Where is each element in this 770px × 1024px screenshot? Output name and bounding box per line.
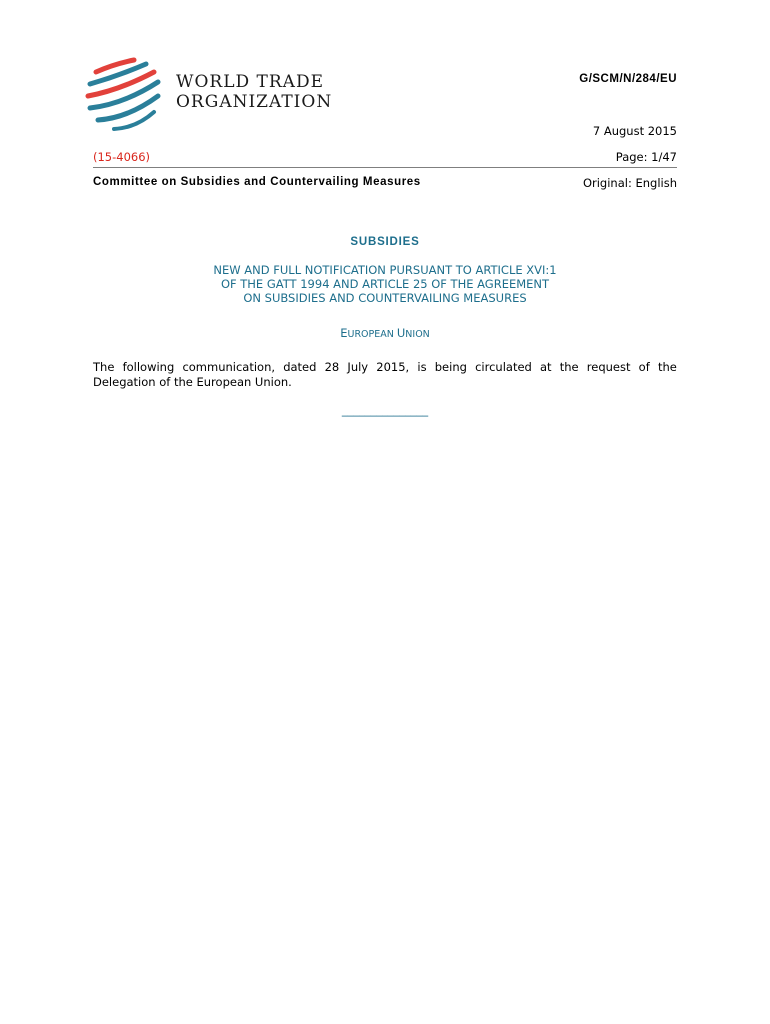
document-title [0,263,770,305]
word: July [347,360,369,374]
reference-number: (15-4066) [93,150,151,164]
word: following [122,360,175,374]
page-number: Page: 1/47 [615,150,677,164]
word: the [657,360,677,374]
document-symbol: G/SCM/N/284/EU [579,73,677,85]
word: circulated [475,360,532,374]
word: of [638,360,650,374]
title-line: OF THE GATT 1994 AND ARTICLE 25 OF THE AGREEMENT [220,277,550,291]
member-name [0,326,770,340]
wto-logo [84,56,344,132]
word: The [93,360,115,374]
title-line: NEW AND FULL NOTIFICATION PURSUANT TO ARTICLE XVI:1 [213,263,557,277]
word: being [434,360,467,374]
member-initial: E [340,326,348,340]
document-date: 7 August 2015 [592,124,677,138]
word: request [586,360,631,374]
original-language: Original: English [582,176,677,190]
word: dated [283,360,317,374]
org-name-line2: ORGANIZATION [176,92,333,112]
member-rest: UROPEAN [347,329,397,340]
word: communication, [182,360,276,374]
subject-heading: SUBSIDIES [350,236,420,248]
member-rest: NION [405,329,430,340]
body-line-justified [93,360,677,375]
body-line-last: Delegation of the European Union. [93,375,292,389]
word: 28 [324,360,340,374]
committee-name: Committee on Subsidies and Countervailing Measures [93,176,421,188]
word: at [540,360,552,374]
header-divider [93,167,677,168]
org-name [176,72,332,112]
word: the [559,360,579,374]
title-line: ON SUBSIDIES AND COUNTERVAILING MEASURES [243,291,527,305]
org-name-line1: WORLD TRADE [176,72,324,92]
wto-emblem-icon [84,56,164,132]
word: 2015, [376,360,410,374]
word: is [417,360,427,374]
end-separator: _______________ [341,403,429,417]
body-paragraph [93,360,677,390]
member-initial: U [396,326,406,340]
